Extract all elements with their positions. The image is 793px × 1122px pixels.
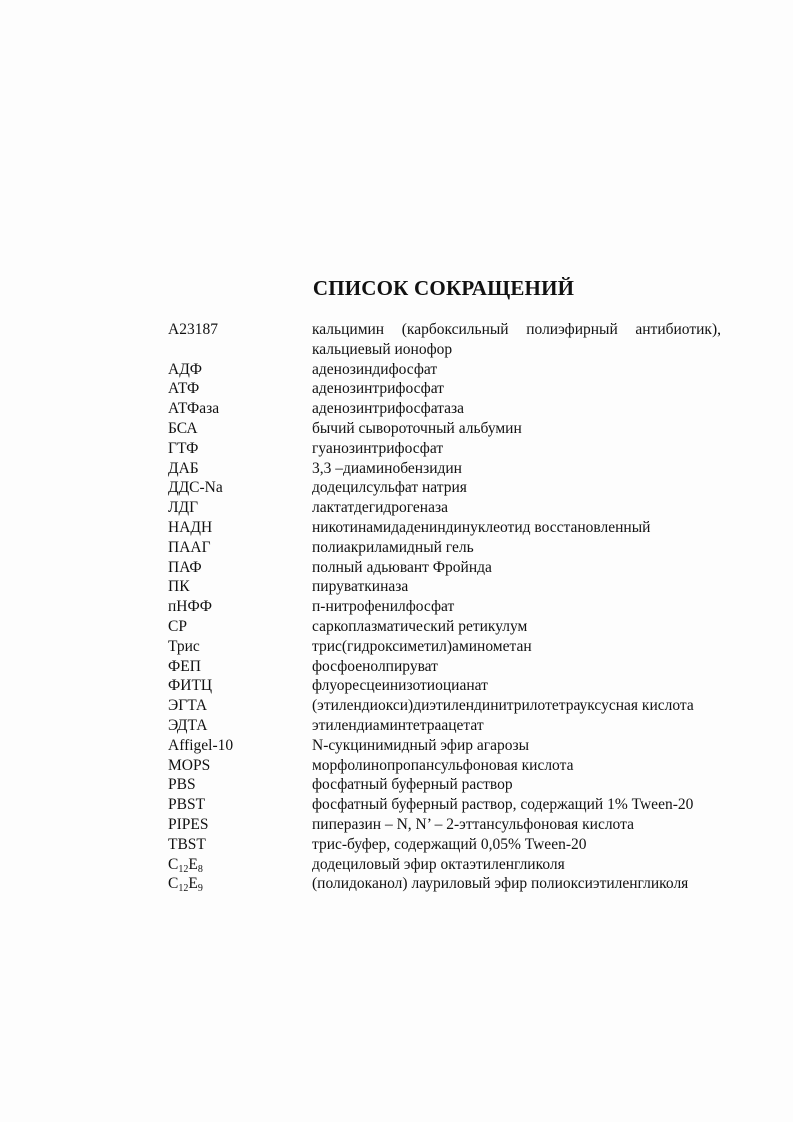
abbreviation-term: АТФ xyxy=(168,380,200,398)
abbreviation-term: TBST xyxy=(168,835,206,853)
term-main: E xyxy=(188,855,198,873)
list-item xyxy=(168,379,721,399)
abbreviation-term: пНФФ xyxy=(168,598,212,616)
abbreviation-definition: аденозинтрифосфат xyxy=(312,380,444,398)
abbreviation-term xyxy=(168,874,312,894)
abbreviation-definition: полиакриламидный гель xyxy=(312,538,474,556)
abbreviation-definition: гуанозинтрифосфат xyxy=(312,439,444,457)
list-item xyxy=(168,676,721,696)
list-item xyxy=(168,577,721,597)
list-item xyxy=(168,558,721,578)
list-item xyxy=(168,320,721,360)
abbreviation-definition: додецилсульфат натрия xyxy=(312,479,467,497)
abbreviation-definition: морфолинопропансульфоновая кислота xyxy=(312,756,574,774)
abbreviation-term: ДДС-Na xyxy=(168,479,223,497)
abbreviation-list xyxy=(168,320,721,894)
abbreviation-definition: бычий сывороточный альбумин xyxy=(312,419,522,437)
abbreviation-definition: лактатдегидрогеназа xyxy=(312,499,448,517)
abbreviation-definition: (этилендиокси)диэтилендинитрилотетрауксусная кислота xyxy=(312,697,694,715)
abbreviation-definition: 3,3 –диаминобензидин xyxy=(312,459,462,477)
abbreviation-term: НАДН xyxy=(168,518,213,536)
abbreviation-term: А23187 xyxy=(168,321,218,338)
abbreviation-term: PBST xyxy=(168,796,206,814)
list-item xyxy=(168,538,721,558)
term-main: C xyxy=(168,855,179,873)
abbreviation-term: ДАБ xyxy=(168,459,199,477)
abbreviation-definition: никотинамидадениндинуклеотид восстановленный xyxy=(312,518,651,536)
list-item xyxy=(168,597,721,617)
list-item xyxy=(168,775,721,795)
abbreviation-term: ПААГ xyxy=(168,538,211,556)
abbreviation-definition: додециловый эфир октаэтиленгликоля xyxy=(312,855,565,873)
abbreviation-definition: (полидоканол) лауриловый эфир полиоксиэтиленгликоля xyxy=(312,875,689,893)
abbreviation-term: ПК xyxy=(168,578,190,596)
abbreviation-definition: фосфатный буферный раствор, содержащий 1% Tween-20 xyxy=(312,796,694,814)
list-item xyxy=(168,756,721,776)
abbreviation-definition: саркоплазматический ретикулум xyxy=(312,617,528,635)
abbreviation-term: ЛДГ xyxy=(168,499,199,517)
abbreviation-definition: аденозинтрифосфатаза xyxy=(312,400,465,418)
list-item xyxy=(168,855,721,875)
abbreviation-term: Трис xyxy=(168,637,200,655)
abbreviation-term: ГТФ xyxy=(168,439,199,457)
abbreviation-definition: пиперазин – N, N’ – 2-эттансульфоновая кислота xyxy=(312,815,634,833)
list-item xyxy=(168,399,721,419)
list-item xyxy=(168,459,721,479)
list-item xyxy=(168,815,721,835)
abbreviation-definition: фосфоенолпируват xyxy=(312,657,438,675)
list-item xyxy=(168,835,721,855)
list-item xyxy=(168,736,721,756)
list-item xyxy=(168,696,721,716)
abbreviation-term: БСА xyxy=(168,419,198,437)
term-subscript: 12 xyxy=(178,883,189,895)
abbreviation-term: Affigel-10 xyxy=(168,736,234,754)
abbreviation-definition: трис-буфер, содержащий 0,05% Tween-20 xyxy=(312,835,587,853)
abbreviation-term: ЭДТА xyxy=(168,716,208,734)
term-subscript: 9 xyxy=(197,883,203,895)
abbreviation-term: АТФаза xyxy=(168,400,220,418)
term-main: E xyxy=(188,875,198,893)
abbreviation-term: ФИТЦ xyxy=(168,677,213,695)
list-item xyxy=(168,518,721,538)
abbreviation-definition: полный адьювант Фройнда xyxy=(312,558,492,576)
list-item xyxy=(168,637,721,657)
abbreviation-term: MOPS xyxy=(168,756,211,774)
list-item xyxy=(168,419,721,439)
list-item xyxy=(168,439,721,459)
abbreviation-definition: кальцимин (карбоксильный полиэфирный антибиотик), кальциевый ионофор xyxy=(312,321,721,358)
abbreviation-term: АДФ xyxy=(168,360,203,378)
term-main: C xyxy=(168,875,179,893)
list-item xyxy=(168,360,721,380)
abbreviation-definition: п-нитрофенилфосфат xyxy=(312,598,455,616)
abbreviation-definition: фосфатный буферный раствор xyxy=(312,776,513,794)
abbreviation-term: ПАФ xyxy=(168,558,202,576)
abbreviation-definition: N-сукцинимидный эфир агарозы xyxy=(312,736,530,754)
abbreviation-term xyxy=(168,855,312,875)
list-item xyxy=(168,874,721,894)
list-item xyxy=(168,498,721,518)
abbreviation-term: СР xyxy=(168,617,187,635)
list-item xyxy=(168,617,721,637)
abbreviation-definition: пируваткиназа xyxy=(312,578,409,596)
page-title: СПИСОК СОКРАЩЕНИЙ xyxy=(312,276,575,300)
term-subscript: 8 xyxy=(197,863,203,875)
abbreviation-term: ЭГТА xyxy=(168,697,208,715)
abbreviation-term: PIPES xyxy=(168,815,209,833)
abbreviation-definition: трис(гидроксиметил)аминометан xyxy=(312,637,532,655)
list-item xyxy=(168,716,721,736)
term-subscript: 12 xyxy=(178,863,189,875)
abbreviation-term: PBS xyxy=(168,776,196,794)
list-item xyxy=(168,657,721,677)
abbreviation-definition: аденозиндифосфат xyxy=(312,360,438,378)
list-item xyxy=(168,795,721,815)
abbreviation-definition: флуоресцеинизотиоцианат xyxy=(312,677,488,695)
list-item xyxy=(168,478,721,498)
abbreviation-definition: этилендиаминтетраацетат xyxy=(312,716,484,734)
abbreviation-term: ФЕП xyxy=(168,657,201,675)
